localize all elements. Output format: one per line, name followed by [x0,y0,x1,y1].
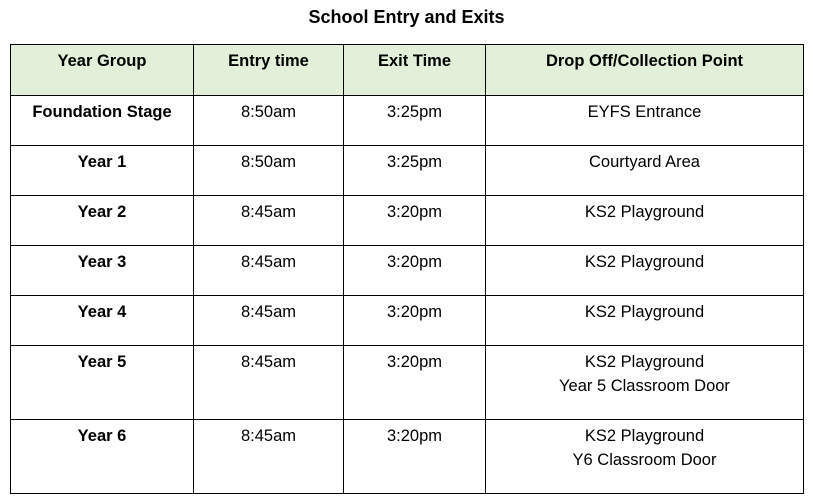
header-row [11,45,804,96]
drop-off-point-cell [486,346,804,420]
drop-off-point-line: KS2 Playground [584,203,705,221]
table-row [11,96,804,146]
year-group-cell: Year 4 [11,296,194,346]
entry-time-cell: 8:45am [194,196,344,246]
entry-time-cell: 8:50am [194,96,344,146]
table-row [11,246,804,296]
drop-off-point-line: KS2 Playground [584,427,705,445]
entry-time-cell: 8:50am [194,146,344,196]
exit-time-cell: 3:25pm [344,146,486,196]
year-group-cell: Year 1 [11,146,194,196]
drop-off-point-line: Courtyard Area [589,153,700,171]
header-entry-time: Entry time [194,45,344,96]
drop-off-point-cell [486,246,804,296]
drop-off-point-line: Y6 Classroom Door [572,451,717,469]
drop-off-point-line: KS2 Playground [584,353,705,371]
entry-time-cell: 8:45am [194,420,344,494]
exit-time-cell: 3:20pm [344,196,486,246]
exit-time-cell: 3:20pm [344,246,486,296]
drop-off-point-cell [486,296,804,346]
header-drop-off-point: Drop Off/Collection Point [486,45,804,96]
drop-off-point-cell [486,420,804,494]
drop-off-point-cell [486,146,804,196]
entry-exit-table [10,44,804,494]
header-exit-time: Exit Time [344,45,486,96]
page-title: School Entry and Exits [308,7,505,27]
table-row [11,296,804,346]
table-row [11,196,804,246]
exit-time-cell: 3:20pm [344,420,486,494]
year-group-cell: Year 3 [11,246,194,296]
entry-time-cell: 8:45am [194,296,344,346]
table-row [11,420,804,494]
exit-time-cell: 3:20pm [344,296,486,346]
drop-off-point-line: EYFS Entrance [587,103,702,121]
drop-off-point-line: KS2 Playground [584,303,705,321]
year-group-cell: Year 2 [11,196,194,246]
table-row [11,146,804,196]
header-year-group: Year Group [11,45,194,96]
exit-time-cell: 3:20pm [344,346,486,420]
drop-off-point-line: KS2 Playground [584,253,705,271]
exit-time-cell: 3:25pm [344,96,486,146]
year-group-cell: Foundation Stage [11,96,194,146]
table-row [11,346,804,420]
drop-off-point-cell [486,196,804,246]
entry-time-cell: 8:45am [194,346,344,420]
year-group-cell: Year 5 [11,346,194,420]
entry-time-cell: 8:45am [194,246,344,296]
drop-off-point-cell [486,96,804,146]
year-group-cell: Year 6 [11,420,194,494]
drop-off-point-line: Year 5 Classroom Door [559,377,730,395]
